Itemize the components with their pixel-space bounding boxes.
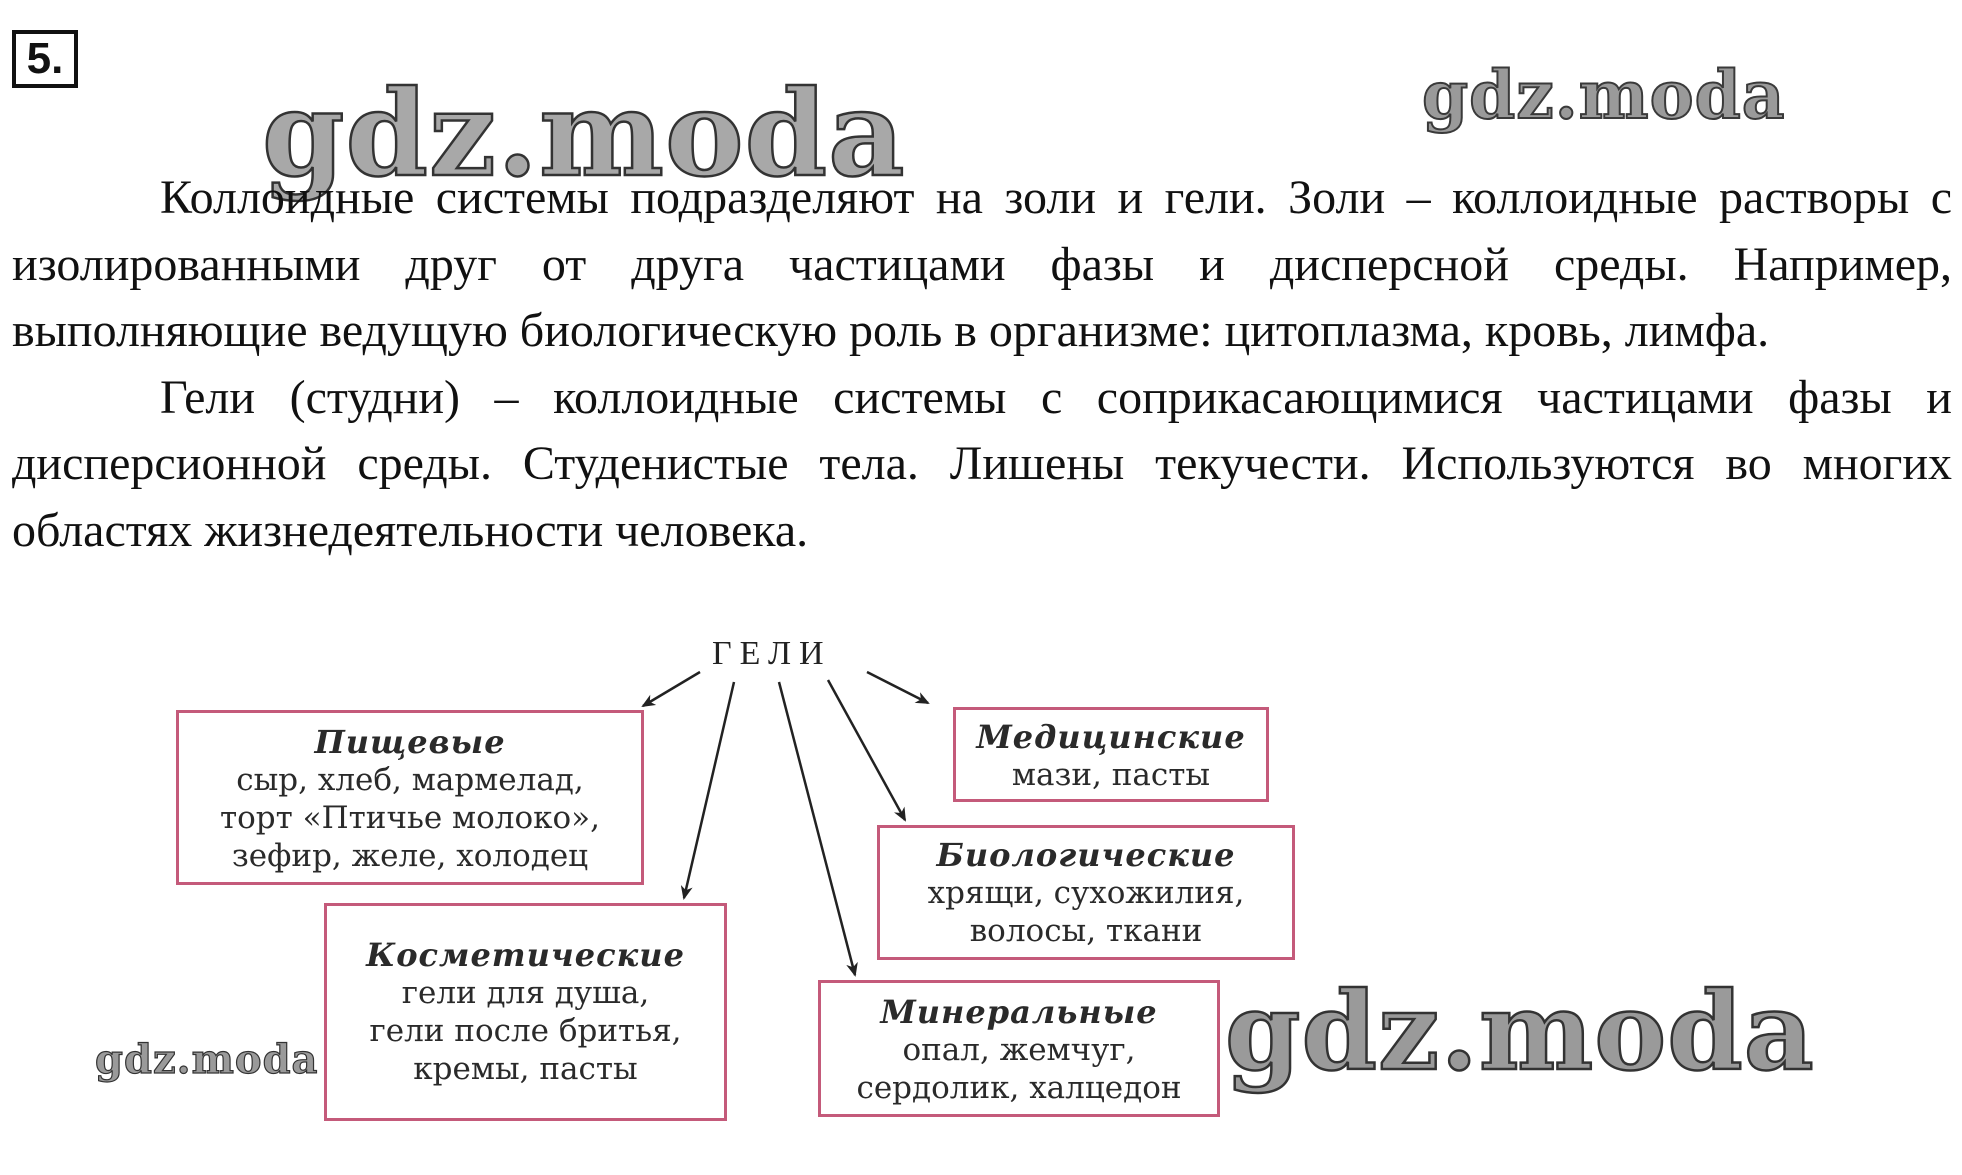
box-line: зефир, желе, холодец bbox=[231, 838, 589, 874]
box-category: Медицинские bbox=[976, 718, 1246, 756]
arrow-to-food bbox=[643, 672, 700, 706]
paragraph-sols: Коллоидные системы подразделяют на золи и гели. Золи – коллоидные растворы с изолированными друг от друга частицами фазы и дисперсной среды. Например, выполняющие ведущую биологическую роль в организме: цитоплазма, кровь, лимфа. bbox=[12, 171, 1952, 357]
box-category: Пищевые bbox=[314, 723, 506, 761]
arrow-to-mineral bbox=[779, 682, 855, 975]
box-line: мази, пасты bbox=[1011, 757, 1211, 793]
paragraph-gels: Гели (студни) – коллоидные системы с соприкасающимися частицами фазы и дисперсионной среды. Студенистые тела. Лишены текучести. Используются во многих областях жизнедеятельности человека. bbox=[12, 370, 1952, 557]
box-line: сердолик, халцедон bbox=[856, 1070, 1182, 1106]
box-category: Биологические bbox=[936, 836, 1236, 874]
arrow-to-bio bbox=[828, 680, 905, 820]
box-line: гели для душа, bbox=[401, 975, 650, 1011]
box-line: хрящи, сухожилия, bbox=[927, 875, 1245, 911]
biological-gels-box bbox=[877, 825, 1295, 960]
diagram-root-label: ГЕЛИ bbox=[712, 635, 832, 672]
box-line: кремы, пасты bbox=[413, 1051, 638, 1087]
box-line: опал, жемчуг, bbox=[902, 1032, 1136, 1068]
food-gels-box bbox=[176, 710, 644, 885]
task-number: 5. bbox=[12, 30, 78, 88]
medical-gels-box bbox=[953, 707, 1269, 802]
box-line: торт «Птичье молоко», bbox=[219, 800, 601, 836]
watermark-logo: gdz.moda bbox=[1422, 56, 1786, 134]
cosmetic-gels-box bbox=[324, 903, 727, 1121]
box-line: гели после бритья, bbox=[369, 1013, 682, 1049]
arrow-to-cosmetic bbox=[684, 682, 734, 898]
box-category: Минеральные bbox=[880, 993, 1158, 1031]
box-category: Косметические bbox=[366, 936, 685, 974]
box-line: волосы, ткани bbox=[969, 913, 1203, 949]
box-line: сыр, хлеб, мармелад, bbox=[236, 762, 584, 798]
mineral-gels-box bbox=[818, 980, 1220, 1117]
watermark-logo: gdz.moda bbox=[262, 64, 906, 203]
arrow-to-med bbox=[867, 672, 928, 703]
watermark-logo: gdz.moda bbox=[95, 1036, 319, 1083]
watermark-logo: gdz.moda bbox=[1225, 969, 1815, 1095]
